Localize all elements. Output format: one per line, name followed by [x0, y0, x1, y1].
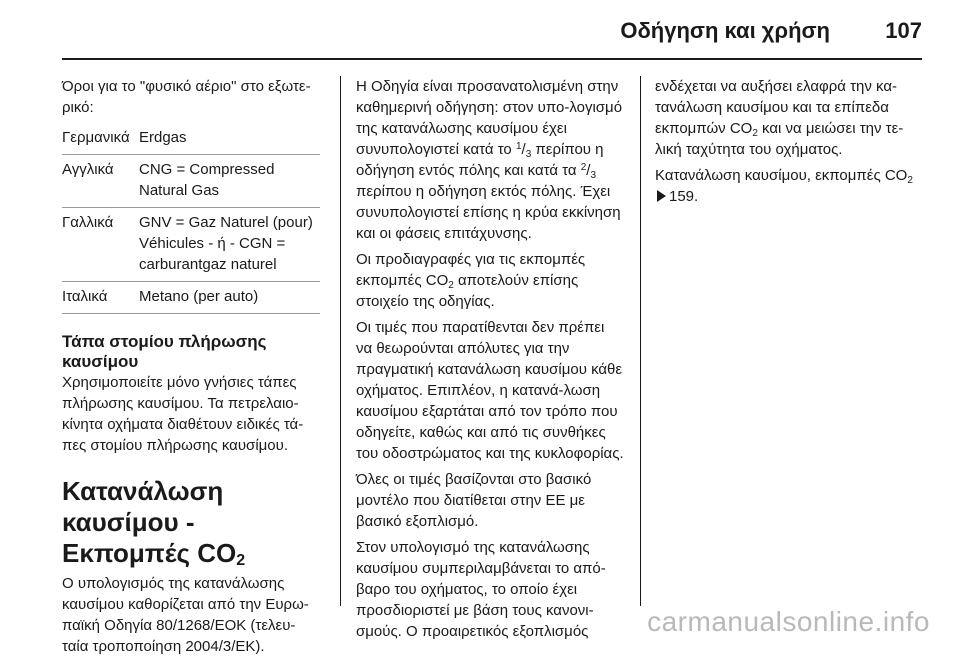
- term-value: CNG = Compressed Natural Gas: [139, 155, 320, 208]
- page-title: Οδήγηση και χρήση: [620, 18, 830, 43]
- natural-gas-terms-table: [62, 123, 320, 314]
- column-divider-2: [640, 76, 641, 606]
- values-paragraph: Οι τιμές που παρατίθενται δεν πρέπει να θεωρούνται απόλυτες για την πραγματική κατανάλωση καυσίμου κάθε οχήματος. Επιπλέον, η κατανά-λωση καυσίμου εξαρτάται από τον τρόπο που οδηγείτε, καθώς και από τις συνθήκες του οδοστρώματος και της κυκλοφορίας.: [356, 319, 624, 462]
- fraction-denominator: 3: [590, 170, 597, 181]
- fuel-consumption-text: Ο υπολογισμός της κατανάλωσης καυσίμου καθορίζεται από την Ευρω-παϊκή Οδηγία 80/1268/ΕΟΚ (τελευ-ταία τροποποίηση 2004/3/ΕΚ).: [62, 575, 309, 655]
- emissions-text-a: Οι προδιαγραφές για τις εκπομπές εκπομπές CO: [356, 251, 586, 289]
- term-language: Γερμανικά: [62, 123, 139, 155]
- page-reference-link[interactable]: 159.: [669, 188, 699, 205]
- table-row: [62, 123, 320, 155]
- co2-subscript: 2: [752, 128, 758, 139]
- directive-text-a: Η Οδηγία είναι προσανατολισμένη στην καθημερινή οδήγηση: στον υπο-λογισμό της κατανάλωσης καυσίμου έχει συνυπολογιστεί κατά το: [356, 78, 623, 158]
- column-divider-1: [340, 76, 341, 606]
- watermark: carmanualsonline.info: [647, 606, 930, 637]
- cross-reference-paragraph: [655, 165, 921, 207]
- term-language: Γαλλικά: [62, 208, 139, 282]
- term-value: Metano (per auto): [139, 282, 320, 314]
- column-3: [655, 76, 921, 212]
- fraction-numerator: 1: [515, 141, 522, 152]
- page-number: 107: [885, 18, 922, 43]
- co2-subscript: 2: [448, 280, 454, 291]
- optional-equipment-text-b: και να μειώσει την τε-λική ταχύτητα του οχήματος.: [655, 120, 904, 158]
- co2-subscript: 2: [907, 175, 913, 186]
- term-value: GNV = Gaz Naturel (pour) Véhicules - ή - CGN = carburantgaz naturel: [139, 208, 320, 282]
- cross-reference-text: Κατανάλωση καυσίμου, εκπομπές CO: [655, 167, 908, 184]
- header-rule: [62, 58, 922, 60]
- base-model-paragraph: Όλες οι τιμές βασίζονται στο βασικό μοντέλο που διατίθεται στην ΕΕ με βασικό εξοπλισμό.: [356, 471, 592, 530]
- tare-weight-paragraph: Στον υπολογισμό της κατανάλωσης καυσίμου συμπεριλαμβάνεται το από-βαρο του οχήματος, το οποίο έχει προσδιοριστεί με βάση τους κανονι-σμούς. Ο προαιρετικός εξοπλισμός: [356, 539, 606, 640]
- optional-equipment-paragraph: [655, 76, 921, 160]
- optional-equipment-text-a: ενδέχεται να αυξήσει ελαφρά την κα-τανάλωση καυσίμου και τα επίπεδα εκπομπών CO: [655, 78, 898, 137]
- fraction-numerator: 2: [580, 162, 587, 173]
- directive-paragraph: Η Οδηγία είναι προσανατολισμένη στην καθημερινή οδήγηση: στον υπο-λογισμό της κατανάλωσης καυσίμου έχει συνυπολογιστεί κατά το $^1/_3$ περίπου η οδήγηση εντός πόλης και κατά τα $^2/_3$ περίπου η οδήγηση εκτός πόλης. Έχει συνυπολογιστεί επίσης η κρύα εκκίνηση και οι φάσεις επιτάχυνσης.: [356, 78, 623, 242]
- natural-gas-intro: Όροι για το "φυσικό αέριο" στο εξωτε-ρικό:: [62, 78, 311, 116]
- emissions-paragraph: [356, 249, 624, 312]
- term-language: Αγγλικά: [62, 155, 139, 208]
- fuel-consumption-heading-text: Κατανάλωση καυσίμου - Εκπομπές CO: [62, 476, 237, 568]
- table-row: [62, 282, 320, 314]
- page-reference-arrow-icon: [657, 190, 666, 202]
- term-language: Ιταλικά: [62, 282, 139, 314]
- column-2: [356, 76, 624, 647]
- fraction-denominator: 3: [525, 149, 532, 160]
- table-row: [62, 208, 320, 282]
- emissions-text-b: αποτελούν επίσης στοιχείο της οδηγίας.: [356, 272, 579, 310]
- table-row: [62, 155, 320, 208]
- directive-text-b: περίπου η οδήγηση εντός πόλης και κατά τα: [356, 141, 604, 179]
- page-header: [62, 14, 922, 54]
- term-value: Erdgas: [139, 123, 320, 155]
- column-1: [62, 76, 320, 662]
- fuel-cap-heading: Τάπα στομίου πλήρωσης καυσίμου: [62, 332, 267, 371]
- fuel-cap-text: Χρησιμοποιείτε μόνο γνήσιες τάπες πλήρωσης καυσίμου. Τα πετρελαιο-κίνητα οχήματα διαθέτουν ειδικές τά-πες στομίου πλήρωσης καυσίμου.: [62, 374, 304, 454]
- fuel-consumption-heading: [62, 476, 320, 569]
- directive-text-c: περίπου η οδήγηση εκτός πόλης. Έχει συνυπολογιστεί επίσης η κρύα εκκίνηση και οι φάσεις επιτάχυνσης.: [356, 183, 621, 242]
- heading-subscript: 2: [236, 552, 246, 569]
